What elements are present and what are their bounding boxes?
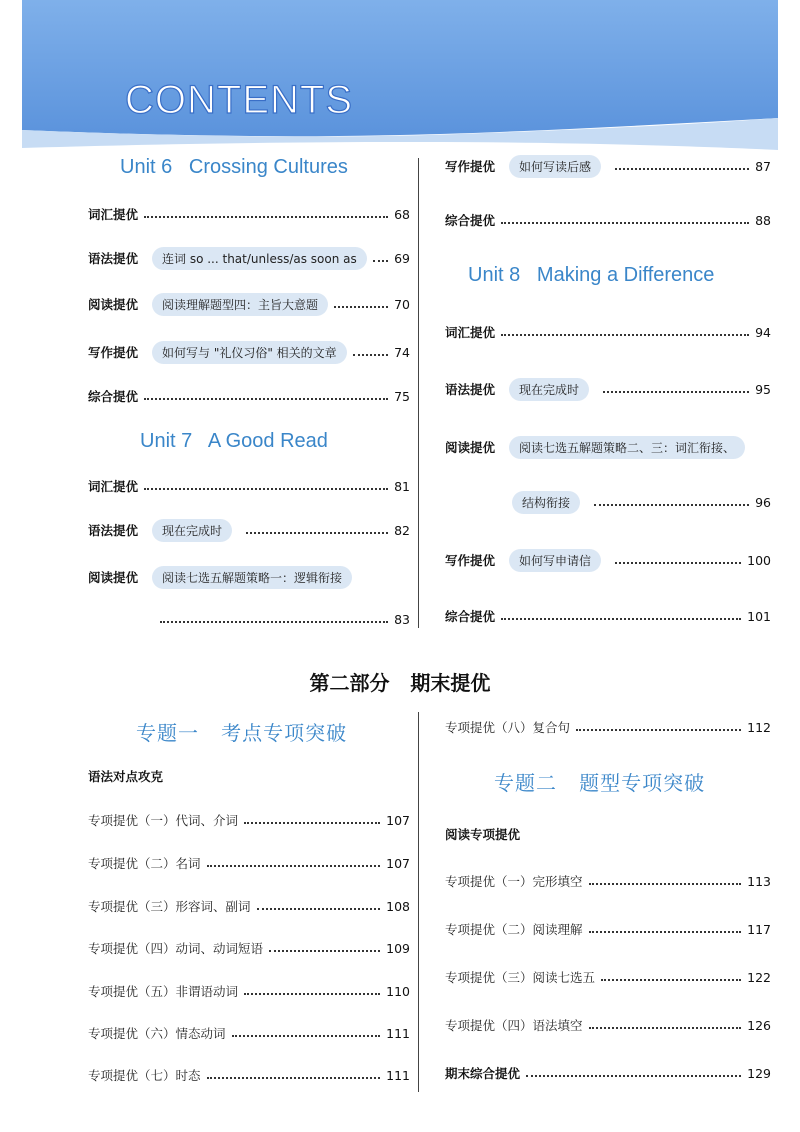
row-label: 语法提优 <box>88 251 139 266</box>
leader-dots <box>207 1077 381 1079</box>
page-number: 108 <box>386 898 410 914</box>
toc-row[interactable] <box>88 384 410 408</box>
contents-title: CONTENTS <box>125 78 353 122</box>
leader-dots <box>501 222 749 224</box>
toc-row[interactable] <box>88 565 410 589</box>
leader-dots <box>589 883 742 885</box>
toc-row[interactable] <box>88 292 410 316</box>
row-label: 词汇提优 <box>88 207 139 222</box>
toc-row[interactable] <box>88 474 410 498</box>
toc-row[interactable] <box>445 869 771 893</box>
toc-row[interactable] <box>445 320 771 344</box>
row-label: 专项提优（四）语法填空 <box>445 1018 583 1033</box>
toc-row[interactable] <box>445 435 771 459</box>
row-label: 专项提优（一）代词、介词 <box>88 813 239 828</box>
page-number: 94 <box>755 324 771 340</box>
toc-row[interactable] <box>445 548 771 572</box>
unit6-title: Unit 6 Crossing Cultures <box>120 156 348 178</box>
leader-dots <box>615 562 741 564</box>
row-label: 写作提优 <box>445 159 496 174</box>
row-label: 专项提优（六）情态动词 <box>88 1026 226 1041</box>
leader-dots <box>526 1075 741 1077</box>
leader-dots <box>576 729 741 731</box>
contents-banner <box>0 0 800 160</box>
row-label: 语法提优 <box>88 523 139 538</box>
topic-pill: 阅读七选五解题策略二、三：词汇衔接、 <box>509 436 745 459</box>
page-number: 129 <box>747 1065 771 1081</box>
row-label: 专项提优（三）阅读七选五 <box>445 970 596 985</box>
topic-pill: 结构衔接 <box>512 491 580 514</box>
topic-pill: 现在完成时 <box>509 378 589 401</box>
toc-row-continuation[interactable] <box>160 607 410 631</box>
row-label: 写作提优 <box>445 553 496 568</box>
toc-row[interactable] <box>445 965 771 989</box>
topic2-subhead: 阅读专项提优 <box>445 827 521 842</box>
toc-row[interactable] <box>88 1021 410 1045</box>
toc-row[interactable] <box>88 246 410 270</box>
leader-dots <box>353 354 388 356</box>
topic-pill: 如何写申请信 <box>509 549 601 572</box>
part2-heading: 第二部分 期末提优 <box>309 671 491 695</box>
leader-dots <box>334 306 388 308</box>
page-number: 69 <box>394 250 410 266</box>
topic-pill: 连词 so ... that/unless/as soon as <box>152 247 367 270</box>
page-number: 87 <box>755 158 771 174</box>
topic2-title: 专题二 题型专项突破 <box>494 771 706 795</box>
row-label: 综合提优 <box>445 213 496 228</box>
unit8-title: Unit 8 Making a Difference <box>468 264 715 286</box>
leader-dots <box>373 260 388 262</box>
toc-row[interactable] <box>88 894 410 918</box>
toc-row[interactable] <box>445 917 771 941</box>
row-label: 专项提优（三）形容词、副词 <box>88 899 251 914</box>
row-label: 综合提优 <box>445 609 496 624</box>
column-divider-bottom <box>418 712 419 1092</box>
leader-dots <box>589 931 742 933</box>
leader-dots <box>160 621 388 623</box>
leader-dots <box>232 1035 381 1037</box>
leader-dots <box>144 398 388 400</box>
row-label: 专项提优（五）非谓语动词 <box>88 984 239 999</box>
row-label: 词汇提优 <box>88 479 139 494</box>
page-number: 68 <box>394 206 410 222</box>
row-label: 专项提优（一）完形填空 <box>445 874 583 889</box>
leader-dots <box>244 993 380 995</box>
leader-dots <box>257 908 381 910</box>
toc-row[interactable] <box>88 340 410 364</box>
leader-dots <box>269 950 380 952</box>
page-number: 107 <box>386 855 410 871</box>
leader-dots <box>615 168 749 170</box>
toc-row[interactable] <box>445 208 771 232</box>
leader-dots <box>244 822 380 824</box>
topic-pill: 现在完成时 <box>152 519 232 542</box>
leader-dots <box>501 334 749 336</box>
page-number: 107 <box>386 812 410 828</box>
toc-row[interactable] <box>445 1061 771 1085</box>
toc-row[interactable] <box>445 715 771 739</box>
page-number: 111 <box>386 1025 410 1041</box>
page-number: 111 <box>386 1067 410 1083</box>
page-number: 70 <box>394 296 410 312</box>
row-label: 专项提优（八）复合句 <box>445 720 571 735</box>
row-label: 专项提优（四）动词、动词短语 <box>88 941 264 956</box>
page-number: 96 <box>755 494 771 510</box>
banner-background <box>0 0 800 160</box>
page-number: 113 <box>747 873 771 889</box>
toc-row[interactable] <box>88 1063 410 1087</box>
toc-row[interactable] <box>88 979 410 1003</box>
page-number: 117 <box>747 921 771 937</box>
unit7-title: Unit 7 A Good Read <box>140 430 328 452</box>
row-label: 写作提优 <box>88 345 139 360</box>
toc-row[interactable] <box>88 202 410 226</box>
leader-dots <box>589 1027 742 1029</box>
toc-row[interactable] <box>445 1013 771 1037</box>
topic-pill: 阅读七选五解题策略一：逻辑衔接 <box>152 566 352 589</box>
toc-row[interactable] <box>445 154 771 178</box>
row-label: 专项提优（七）时态 <box>88 1068 201 1083</box>
toc-row[interactable] <box>445 377 771 401</box>
toc-row[interactable] <box>88 851 410 875</box>
topic-pill: 如何写读后感 <box>509 155 601 178</box>
page-number: 82 <box>394 522 410 538</box>
leader-dots <box>207 865 381 867</box>
topic-pill: 阅读理解题型四：主旨大意题 <box>152 293 328 316</box>
leader-dots <box>501 618 741 620</box>
leader-dots <box>594 504 749 506</box>
row-label: 词汇提优 <box>445 325 496 340</box>
page-number: 122 <box>747 969 771 985</box>
page-number: 126 <box>747 1017 771 1033</box>
leader-dots <box>246 532 388 534</box>
row-label: 综合提优 <box>88 389 139 404</box>
page-number: 112 <box>747 719 771 735</box>
leader-dots <box>144 216 388 218</box>
page-number: 101 <box>747 608 771 624</box>
row-label: 专项提优（二）阅读理解 <box>445 922 583 937</box>
row-label: 阅读提优 <box>88 570 139 585</box>
page-number: 109 <box>386 940 410 956</box>
toc-row[interactable] <box>445 604 771 628</box>
row-label: 阅读提优 <box>445 440 496 455</box>
row-label: 专项提优（二）名词 <box>88 856 201 871</box>
page-number: 110 <box>386 983 410 999</box>
page-number: 74 <box>394 344 410 360</box>
leader-dots <box>144 488 388 490</box>
topic1-subhead: 语法对点攻克 <box>88 769 164 784</box>
page-number: 81 <box>394 478 410 494</box>
leader-dots <box>601 979 741 981</box>
topic1-title: 专题一 考点专项突破 <box>136 721 348 745</box>
row-label: 期末综合提优 <box>445 1066 521 1081</box>
toc-row[interactable] <box>88 936 410 960</box>
page-number: 75 <box>394 388 410 404</box>
page-number: 88 <box>755 212 771 228</box>
page-number: 95 <box>755 381 771 397</box>
leader-dots <box>603 391 749 393</box>
column-divider-top <box>418 158 419 628</box>
row-label: 语法提优 <box>445 382 496 397</box>
toc-row-continuation[interactable] <box>512 490 771 514</box>
page-number: 100 <box>747 552 771 568</box>
toc-row[interactable] <box>88 808 410 832</box>
page-number: 83 <box>394 611 410 627</box>
toc-row[interactable] <box>88 518 410 542</box>
topic-pill: 如何写与 "礼仪习俗" 相关的文章 <box>152 341 347 364</box>
row-label: 阅读提优 <box>88 297 139 312</box>
